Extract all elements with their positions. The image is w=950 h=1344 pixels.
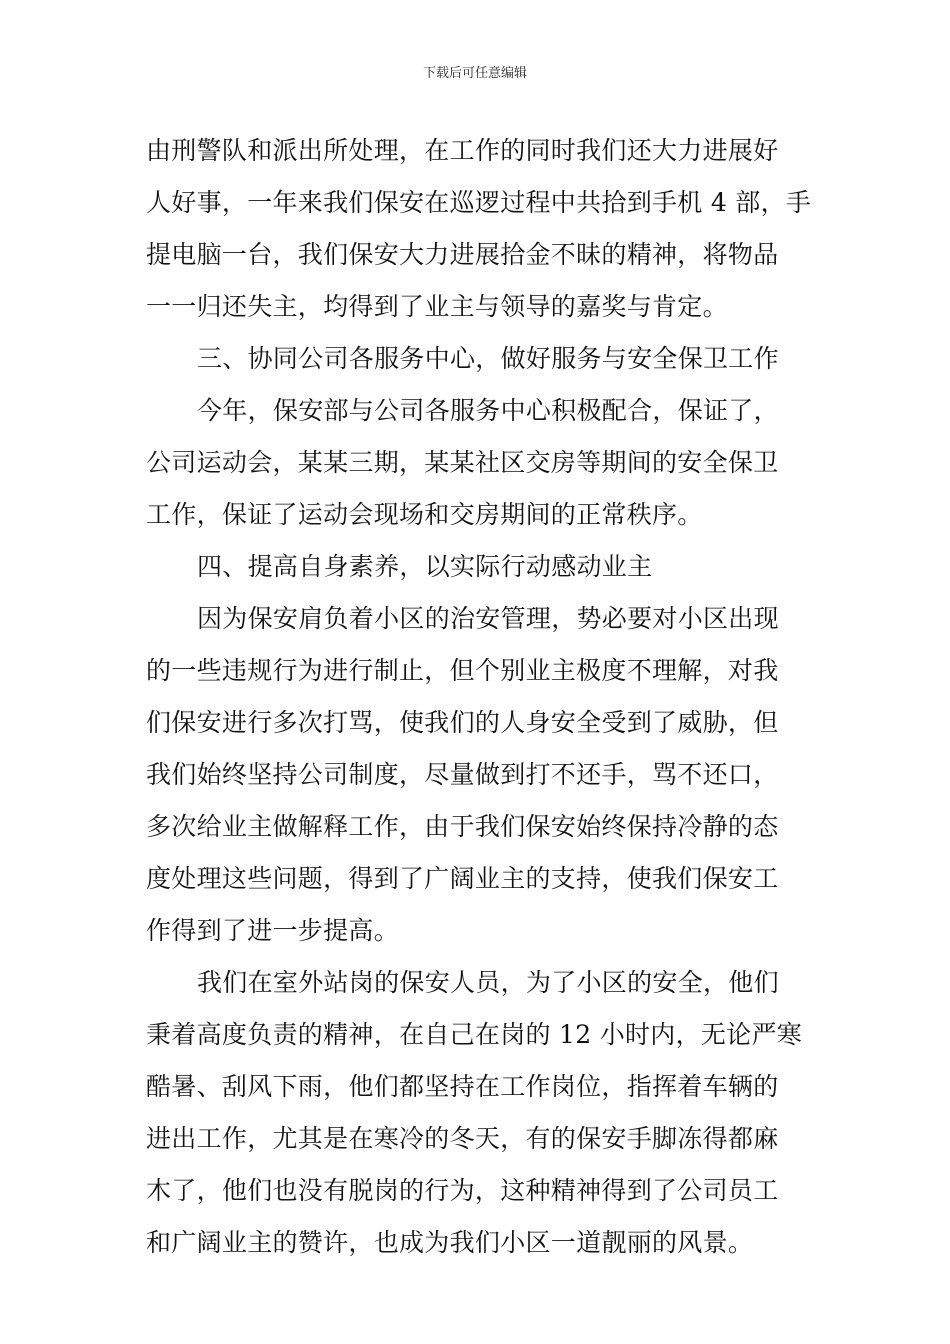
text-line: 的一些违规行为进行制止，但个别业主极度不理解，对我 xyxy=(146,656,779,685)
text-line: 一一归还失主，均得到了业主与领导的嘉奖与肯定。 xyxy=(146,292,728,321)
text-line: 我们在室外站岗的保安人员，为了小区的安全，他们 xyxy=(197,968,779,997)
text-line: 木了，他们也没有脱岗的行为，这种精神得到了公司员工 xyxy=(146,1176,779,1205)
text-line: 和广阔业主的赞许，也成为我们小区一道靓丽的风景。 xyxy=(146,1228,754,1257)
section-heading: 三、协同公司各服务中心，做好服务与安全保卫工作 xyxy=(197,344,779,373)
text-line: 作得到了进一步提高。 xyxy=(146,916,400,945)
text-line: 多次给业主做解释工作，由于我们保安始终保持冷静的态 xyxy=(146,812,779,841)
page-header: 下载后可任意编辑 xyxy=(422,66,527,81)
text-line: 秉着高度负责的精神，在自己在岗的 12 小时内，无论严寒 xyxy=(146,1020,803,1049)
section-heading: 四、提高自身素养，以实际行动感动业主 xyxy=(197,552,653,581)
text-line: 由刑警队和派出所处理，在工作的同时我们还大力进展好 xyxy=(146,136,779,165)
text-line: 人好事，一年来我们保安在巡逻过程中共拾到手机 4 部，手 xyxy=(146,188,812,217)
text-line: 我们始终坚持公司制度，尽量做到打不还手，骂不还口， xyxy=(146,760,779,789)
text-line: 酷暑、刮风下雨，他们都坚持在工作岗位，指挥着车辆的 xyxy=(146,1072,779,1101)
text-line: 工作，保证了运动会现场和交房期间的正常秩序。 xyxy=(146,500,703,529)
text-line: 因为保安肩负着小区的治安管理，势必要对小区出现 xyxy=(197,604,779,633)
document-body xyxy=(146,125,812,1269)
text-line: 度处理这些问题，得到了广阔业主的支持，使我们保安工 xyxy=(146,864,779,893)
text-line: 今年，保安部与公司各服务中心积极配合，保证了， xyxy=(197,396,779,425)
text-line: 公司运动会，某某三期，某某社区交房等期间的安全保卫 xyxy=(146,448,779,477)
text-line: 们保安进行多次打骂，使我们的人身安全受到了威胁，但 xyxy=(146,708,779,737)
text-line: 提电脑一台，我们保安大力进展拾金不昧的精神，将物品 xyxy=(146,240,779,269)
text-line: 进出工作，尤其是在寒冷的冬天，有的保安手脚冻得都麻 xyxy=(146,1124,779,1153)
